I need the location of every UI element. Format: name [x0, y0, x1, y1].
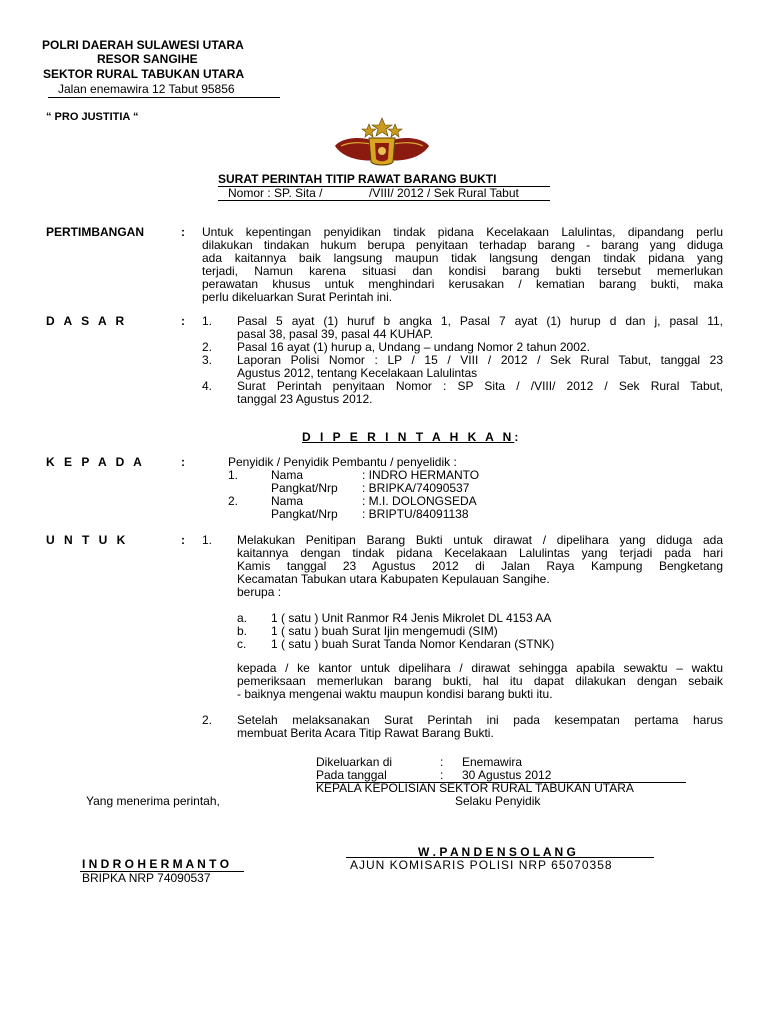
dikeluarkan-row: Dikeluarkan di : Enemawira: [316, 755, 523, 769]
nomor-suffix: /VIII/ 2012 / Sek Rural Tabut: [369, 186, 519, 200]
list-item: a. 1 ( satu ) Unit Ranmor R4 Jenis Mikrolet DL 4153 AA: [237, 611, 552, 625]
kepada-person-2: 2. Nama : M.I. DOLONGSEDA Pangkat/Nrp : BRIPTU/84091138: [228, 494, 477, 521]
untuk-label: U N T U K: [46, 533, 129, 547]
header-line-1: POLRI DAERAH SULAWESI UTARA: [42, 38, 244, 52]
untuk-after-text: kepada / ke kantor untuk dipelihara / dirawat sehingga apabila sewaktu – waktu pemeriksaan memerlukan barang bukti, hal itu dapat dilakukan dengan sebaik - baiknya mengenai waktu maupun kondisi barang bukti itu.: [237, 661, 723, 701]
untuk-item-2-num: 2.: [202, 713, 213, 727]
kepada-label: K E P A D A: [46, 455, 145, 469]
untuk-item-1-text: Melakukan Penitipan Barang Bukti untuk dirawat / dipelihara yang diduga ada kaitannya dengan tindak pidana Kecelakaan Lalulintas yang terjadi pada hari Kamis tanggal 23 Agustus 2012 di Jalan Raya Kampung Bengketang Kecamatan Tabukan utara Kabupaten Kepulauan Sangihe. berupa :: [237, 533, 723, 599]
pro-justitia: “ PRO JUSTITIA “: [46, 111, 139, 123]
kepada-person-1: 1. Nama : INDRO HERMANTO Pangkat/Nrp : BRIPKA/74090537: [228, 468, 480, 495]
police-emblem-logo: [331, 116, 433, 171]
pertimbangan-colon: :: [181, 225, 185, 239]
header-address: Jalan enemawira 12 Tabut 95856: [48, 83, 280, 98]
penerima-label: Yang menerima perintah,: [86, 794, 220, 808]
untuk-item-2-text: Setelah melaksanakan Surat Perintah ini pada kesempatan pertama harus membuat Berita Acara Titip Rawat Barang Bukti.: [237, 713, 723, 740]
dasar-item: 2. Pasal 16 ayat (1) hurup a, Undang – undang Nomor 2 tahun 2002.: [202, 340, 590, 354]
dasar-label: D A S A R: [46, 314, 128, 328]
dasar-item: 4. Surat Perintah penyitaan Nomor : SP Sita / /VIII/ 2012 / Sek Rural Tabut, tanggal 23 Agustus 2012.: [202, 379, 723, 406]
penerima-rank: BRIPKA NRP 74090537: [82, 871, 211, 885]
list-item: c. 1 ( satu ) buah Surat Tanda Nomor Kendaran (STNK): [237, 637, 555, 651]
signer-rank: AJUN KOMISARIS POLISI NRP 65070358: [350, 858, 613, 872]
kepada-intro: Penyidik / Penyidik Pembantu / penyelidik :: [228, 455, 457, 469]
header-line-3: SEKTOR RURAL TABUKAN UTARA: [43, 67, 245, 81]
selaku-penyidik: Selaku Penyidik: [455, 794, 541, 808]
kepada-colon: :: [181, 455, 185, 469]
tanggal-row: Pada tanggal : 30 Agustus 2012: [316, 769, 686, 783]
diperintahkan-heading: D I P E R I N T A H K A N:: [302, 430, 519, 444]
dasar-list: [202, 315, 723, 406]
header-line-2: RESOR SANGIHE: [97, 52, 198, 66]
list-item: b. 1 ( satu ) buah Surat Ijin mengemudi (SIM): [237, 624, 498, 638]
dasar-colon: :: [181, 314, 185, 328]
title-underline-bottom: [218, 200, 550, 201]
pertimbangan-text: Untuk kepentingan penyidikan tindak pidana Kecelakaan Lalulintas, dipandang perlu dilakukan tindakan hukum berupa penyitaan terhadap barang - barang yang diduga ada kaitannya baik langsung maupun tidak langsung dengan tindak pidana yang terjadi, Namun karena situasi dan kondisi barang bukti tersebut memerlukan perawatan khusus untuk menghindari kerusakan / kematian barang bukti, maka perlu dikeluarkan Surat Perintah ini.: [202, 225, 723, 304]
kepala-title: KEPALA KEPOLISIAN SEKTOR RURAL TABUKAN UTARA: [316, 781, 634, 795]
signer-name: W . P A N D E N S O L A N G: [418, 845, 576, 859]
document-title: SURAT PERINTAH TITIP RAWAT BARANG BUKTI: [218, 172, 497, 186]
dasar-item: 1. Pasal 5 ayat (1) huruf b angka 1, Pasal 7 ayat (1) hurup d dan j, pasal 11, pasal 38, pasal 39, pasal 44 KUHAP.: [202, 314, 723, 341]
dasar-item: 3. Laporan Polisi Nomor : LP / 15 / VIII / 2012 / Sek Rural Tabut, tanggal 23 Agustus 2012, tentang Kecelakaan Lalulintas: [202, 353, 723, 380]
pertimbangan-label: PERTIMBANGAN: [46, 225, 144, 239]
untuk-item-1-num: 1.: [202, 533, 213, 547]
nomor-prefix: Nomor : SP. Sita /: [228, 186, 323, 200]
untuk-goods-list: [237, 612, 554, 651]
untuk-colon: :: [181, 533, 185, 547]
penerima-name: I N D R O H E R M A N T O: [82, 857, 230, 871]
